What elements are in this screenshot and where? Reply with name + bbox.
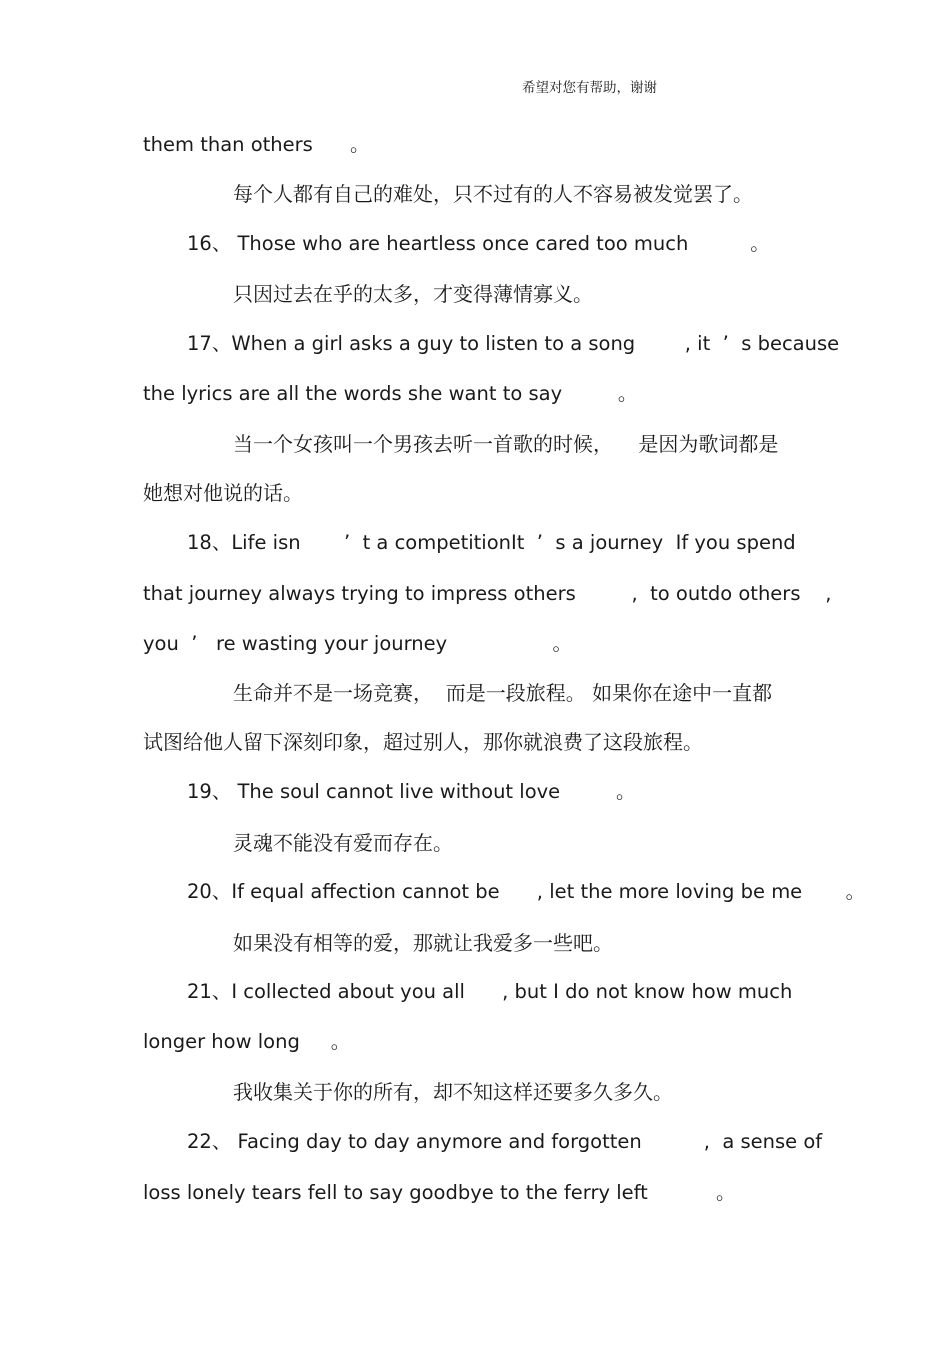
text-line: 只因过去在乎的太多，才变得薄情寡义。 [233, 282, 593, 306]
text-line: 16、 Those who are heartless once cared too much 。 [187, 232, 770, 255]
page-header: 希望对您有帮助，谢谢 [522, 80, 657, 96]
text-line: 当一个女孩叫一个男孩去听一首歌的时候， 是因为歌词都是 [233, 432, 779, 456]
text-line: loss lonely tears fell to say goodbye to the ferry left 。 [143, 1181, 736, 1204]
text-line: that journey always trying to impress others , to outdo others , [143, 582, 832, 605]
text-line: 我收集关于你的所有，却不知这样还要多久多久。 [233, 1080, 673, 1104]
text-line: 18、Life isn ’ t a competitionIt ’ s a journey If you spend [187, 531, 796, 554]
text-line: you ’ re wasting your journey 。 [143, 632, 573, 655]
text-line: the lyrics are all the words she want to say 。 [143, 382, 638, 405]
text-line: 19、 The soul cannot live without love 。 [187, 780, 636, 803]
text-line: 17、When a girl asks a guy to listen to a song , it ’ s because [187, 332, 840, 355]
text-line: 灵魂不能没有爱而存在。 [233, 831, 453, 855]
text-line: 生命并不是一场竞赛， 而是一段旅程。 如果你在途中一直都 [233, 681, 773, 705]
text-line: 20、If equal affection cannot be , let the more loving be me 。 [187, 880, 866, 903]
text-line: longer how long 。 [143, 1030, 351, 1053]
text-line: 每个人都有自己的难处，只不过有的人不容易被发觉罢了。 [233, 182, 753, 206]
text-line: 她想对他说的话。 [143, 481, 303, 505]
text-line: 21、I collected about you all , but I do not know how much [187, 980, 793, 1003]
text-line: 22、 Facing day to day anymore and forgotten , a sense of [187, 1130, 823, 1153]
text-line: them than others 。 [143, 133, 370, 156]
text-line: 试图给他人留下深刻印象，超过别人，那你就浪费了这段旅程。 [143, 730, 703, 754]
text-line: 如果没有相等的爱，那就让我爱多一些吧。 [233, 931, 613, 955]
